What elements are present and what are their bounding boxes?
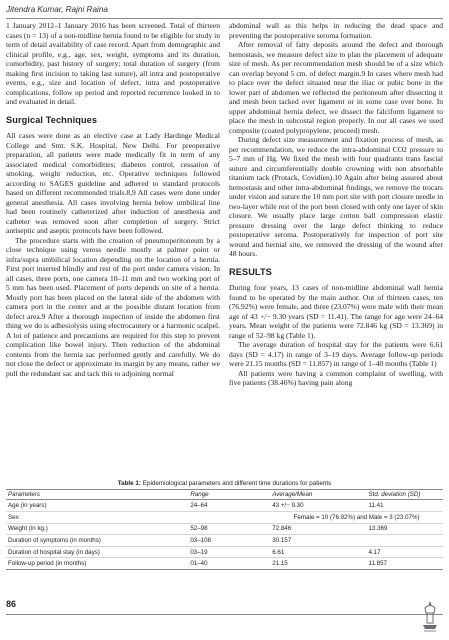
table-caption-text: Epidemiological parameters and different time durations for patients	[142, 480, 332, 487]
table-cell	[188, 511, 270, 523]
table-cell: 72.846	[270, 523, 366, 535]
running-head: Jitendra Kumar, Rajni Raina	[6, 5, 108, 14]
footer-rule	[6, 614, 443, 615]
table-cell: 13.369	[366, 523, 443, 535]
table-cell: Sex	[6, 511, 188, 523]
table-header-cell: Range	[188, 490, 270, 500]
section-heading-surgical-techniques: Surgical Techniques	[6, 114, 98, 125]
table-cell: Follow-up period (in months)	[6, 558, 188, 570]
table-cell: 01–40	[188, 558, 270, 570]
table-cell: 52–98	[188, 523, 270, 535]
table-cell: 43 +/− 9.30	[270, 500, 366, 512]
paragraph-mesh-placement: After removal of fatty deposits around the defect and thorough hemostasis, we measure defect size to plan the placement of adequate size of mesh. As per recommendation mesh should be of a size which can overlap beyond 5 cm. of defect margin.9 In cases where mesh had to place over the defect situated near the iliac or pubic bone in the lower part of abdomen we reflected the peritoneum after dissecting it and mesh been tacked over ligament or in some case over bone. In upper abdominal hernia defect, we dissect the falciform ligament to place the mesh in subcostal region properly. In our all cases we used composite (coated polypropylene, proceed) mesh.	[229, 40, 443, 135]
left-column	[6, 21, 220, 378]
paragraph-results-complaints: All patients were having a common complaint of swelling, with five patients (38.46%) having pain along	[229, 368, 443, 387]
table-cell: 11.857	[366, 558, 443, 570]
table-caption-label: Table 1:	[117, 480, 142, 487]
paragraph-study-design: 1 January 2012–1 January 2016 has been screened. Total of thirteen cases (n = 13) of a non-midline hernia found to be eligible for study in term of detail availability of case record. Apart from demographic and clinical profile, e.g., age, sex, weight, symptoms and its duration, comorbidity, past history of surgery; total duration of surgery (from making first incision to taking last suture), all intra and postoperative events, e.g., size and location of defect, intra and postoperative complications, follow up period and reported recurrence looked in to and evaluated in detail.	[6, 21, 220, 106]
section-heading-results: RESULTS	[229, 266, 272, 277]
table-row	[6, 558, 443, 570]
page-number: 86	[6, 599, 17, 609]
paragraph-continued: abdominal wall as this helps in reducing the dead space and preventing the postoperative seroma formation.	[229, 21, 443, 40]
table-header-row	[6, 490, 443, 500]
table-header-cell: Parameters	[6, 490, 188, 500]
table-cell: Age (in years)	[6, 500, 188, 512]
table-cell: Duration of hospital stay (in days)	[6, 546, 188, 558]
table-cell: Duration of symptoms (in months)	[6, 535, 188, 547]
table-row	[6, 523, 443, 535]
table-cell: 03–108	[188, 535, 270, 547]
table-cell: 24–64	[188, 500, 270, 512]
publisher-logo-icon	[418, 599, 442, 635]
table-row	[6, 511, 443, 523]
paragraph-preoperative: All cases were done as an elective case at Lady Hardinge Medical College and Smt. S.K. Hospital, New Delhi. For preoperative preparation, all patients were made medically fit in term of any associated medical comorbidities; diabetes control, cessation of smoking, weight reduction, etc. Operative techniques followed according to SAGES guideline and adhered to standard protocols based on different recommended trials.8,9 All cases were done under general anesthesia. All cases involving hernia below umbilical line had been routinely catheterized after induction of anesthesia and catheter was removed soon after completion of surgery. Strict antiseptic and aseptic protocols have been followed.	[6, 131, 220, 235]
paragraph-procedure: The procedure starts with the creation of pneumoperitoneum by a close technique using veress needle mostly at palmer point or infra/supra umbilical location depending on the location of a hernia. First port inserted blindly and rest of the port under camera vision. In all cases, three ports, one camera 10–11 mm and two working port of 5 mm has been used. Placement of ports depends on site of a hernia. Mostly port has been placed on the lateral side of the abdomen with camera port in the center and at the possible distant location from defect area.9 After a thorough inspection of inside the abdomen first thing we do is adhesiolysis using electrocautery or a harmonic scalpel. A lot of patience and precautions are required for this step to prevent complication like bowel injury. Then reduction of the abdominal contents from the hernia sac performed gently and carefully. We do not close the defect or approximate its margin by any means, rather we pull the redundant sac and tack this to adjoining normal	[6, 235, 220, 378]
epidemiological-table	[6, 489, 443, 570]
table-header-cell: Average/Mean	[270, 490, 366, 500]
table-row	[6, 546, 443, 558]
table-cell: 03–19	[188, 546, 270, 558]
header-rule	[6, 18, 443, 19]
table-cell: 6.61	[270, 546, 366, 558]
paragraph-fixation: During defect size measurement and fixation process of mesh, as per recommendation, we reduce the intra-abdominal CO2 pressure to 5–7 mm of Hg. We fixed the mesh with four quadrants trans fascial suture and circumferentially double crowning with non absorbable titanium tack (Protack, Covidien).10 Again after being assured about hemostasis and other intra-abdominal findings, we remove the trocars under vision and suture the 10 mm port site with port closure needle in two-layer while rest of the port been closed with only one layer of skin closure. We usually place large cotton ball compression elastic pressure dressing over the large defect thinking to reduce postoperative seroma. Postoperatively for inspection of port site wound and hernial site, we removed the dressing of the wound after 48 hours.	[229, 135, 443, 258]
table-header-cell: Std. deviation (SD)	[366, 490, 443, 500]
table-cell: 30.157	[270, 535, 366, 547]
table-row	[6, 535, 443, 547]
table-cell: 4.17	[366, 546, 443, 558]
table-cell: Female = 10 (76.92%) and Male = 3 (23.07%)	[270, 511, 443, 523]
paragraph-results-hospital-stay: The average duration of hospital stay for the patients were 6.61 days (SD = 4.17) in range of 3–19 days. Average follow-up periods were 21.15 months (SD = 11.857) in range of 1–40 months (Table 1)	[229, 340, 443, 368]
table-row	[6, 500, 443, 512]
right-column	[229, 21, 443, 388]
table-cell: 11.41	[366, 500, 443, 512]
table-cell: Weight (in kg.)	[6, 523, 188, 535]
paragraph-results-demographics: During four years, 13 cases of non-midline abdominal wall hernia found to be operated by the main author. Out of thirteen cases, ten (76.92%) were female, and three (23.07%) were male with their mean age of 43 +/− 9.30 years (SD = 11.41). The range for age were 24–64 years. Mean weight of the patients were 72.846 kg (SD = 13.369) in range of 52–98 kg (Table 1).	[229, 283, 443, 340]
table-cell	[366, 535, 443, 547]
table-caption	[0, 480, 449, 487]
table-cell: 21.15	[270, 558, 366, 570]
